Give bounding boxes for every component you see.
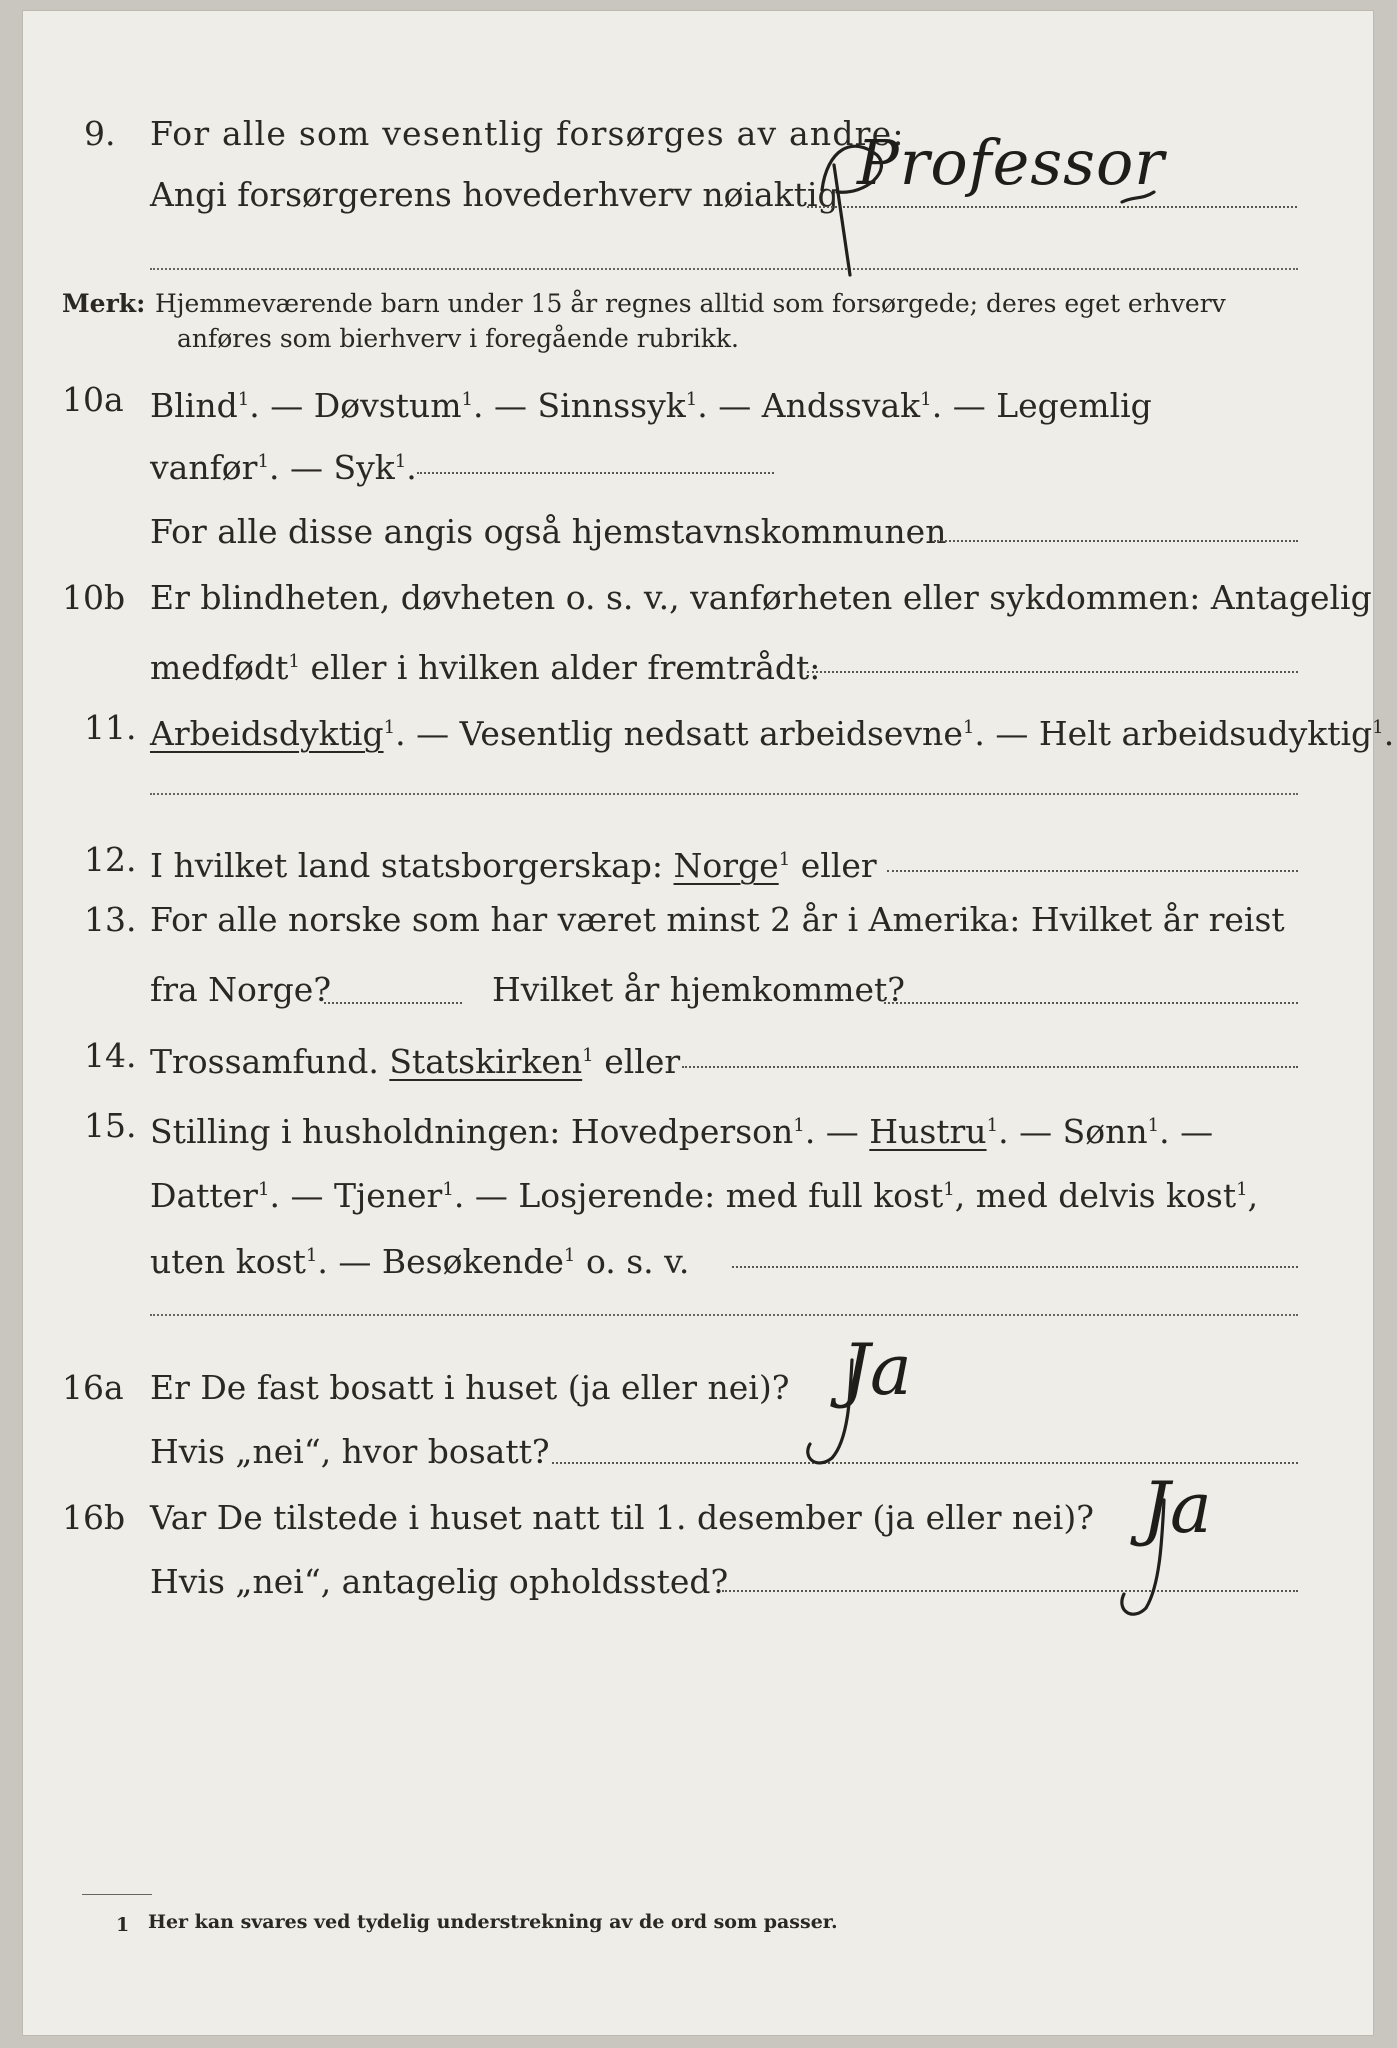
q11-separator bbox=[150, 793, 1298, 795]
q10a-sinnssyk: Sinnssyk bbox=[537, 386, 686, 425]
merk-line1: Hjemmeværende barn under 15 år regnes alltid som forsørgede; deres eget erhverv bbox=[155, 289, 1226, 318]
q13-line1: For alle norske som har været minst 2 år i Amerika: Hvilket år reist bbox=[150, 900, 1285, 939]
q12-answer-line bbox=[887, 870, 1298, 872]
q15-number: 15. bbox=[84, 1106, 137, 1145]
footnote-text: Her kan svares ved tydelig understrekning av de ord som passer. bbox=[148, 1911, 838, 1933]
q10a-line3: For alle disse angis også hjemstavnskommunen bbox=[150, 512, 947, 551]
q16b-line1: Var De tilstede i huset natt til 1. desember (ja eller nei)? bbox=[150, 1498, 1094, 1537]
q10a-andssvak: Andssvak bbox=[761, 386, 921, 425]
q13-number: 13. bbox=[84, 900, 137, 939]
q10a-blind: Blind bbox=[150, 386, 238, 425]
q9-number: 9. bbox=[84, 114, 116, 153]
q15-line1: Stilling i husholdningen: Hovedperson$^1$. — Hustru$^1$. — Sønn$^1$. — bbox=[150, 1112, 1214, 1151]
q10b-line1: Er blindheten, døvheten o. s. v., vanførheten eller sykdommen: Antagelig bbox=[150, 578, 1372, 617]
q15-answer-line bbox=[732, 1266, 1298, 1268]
q16a-number: 16a bbox=[62, 1368, 124, 1407]
q15-line2: Datter$^1$. — Tjener$^1$. — Losjerende: med full kost$^1$, med delvis kost$^1$, bbox=[150, 1176, 1259, 1215]
q16b-signature-strokes bbox=[1102, 1480, 1222, 1630]
q10b-answer-line bbox=[807, 671, 1298, 673]
q12-number: 12. bbox=[84, 840, 137, 879]
q16a-signature-strokes bbox=[792, 1340, 912, 1480]
q13-reist-line bbox=[324, 1002, 462, 1004]
q10a-vanfor: vanfør bbox=[150, 448, 258, 487]
q14-number: 14. bbox=[84, 1036, 137, 1075]
q9-handwritten-answer: Professor bbox=[857, 126, 1165, 199]
q9-line2: Angi forsørgerens hovederhverv nøiaktig bbox=[150, 175, 839, 214]
q11-line: Arbeidsdyktig$^1$. — Vesentlig nedsatt arbeidsevne$^1$. — Helt arbeidsudyktig$^1$. bbox=[150, 714, 1395, 753]
q10a-dovstum: Døvstum bbox=[313, 386, 462, 425]
q12-line: I hvilket land statsborgerskap: Norge$^1$ eller bbox=[150, 846, 877, 885]
q16b-handwritten-answer: Ja bbox=[1142, 1467, 1212, 1549]
q13-line2a: fra Norge? bbox=[150, 970, 332, 1009]
q10a-syk: Syk bbox=[333, 448, 395, 487]
q13-hjemkommet-line bbox=[884, 1002, 1298, 1004]
footnote-mark: 1 bbox=[116, 1914, 130, 1936]
q9-line1: For alle som vesentlig forsørges av andre: bbox=[150, 114, 905, 153]
q10b-number: 10b bbox=[62, 578, 126, 617]
census-form-page bbox=[22, 10, 1395, 2036]
q10a-line1: Blind$^1$. — Døvstum$^1$. — Sinnssyk$^1$. — Andssvak$^1$. — Legemlig bbox=[150, 386, 1152, 425]
q14-answer-line bbox=[682, 1066, 1298, 1068]
q10a-hjemstavn-line bbox=[934, 540, 1298, 542]
q15-separator bbox=[150, 1314, 1298, 1316]
q15-hustru: Hustru bbox=[869, 1112, 987, 1151]
q16a-line1: Er De fast bosatt i huset (ja eller nei)? bbox=[150, 1368, 790, 1407]
q13-line2b: Hvilket år hjemkommet? bbox=[492, 970, 905, 1009]
q10a-syk-line bbox=[417, 472, 774, 474]
q12-norge: Norge bbox=[673, 846, 779, 885]
q16a-handwritten-answer: Ja bbox=[842, 1329, 912, 1411]
q14-line: Trossamfund. Statskirken$^1$ eller bbox=[150, 1042, 681, 1081]
footnote-rule bbox=[82, 1894, 152, 1895]
q10b-line2: medfødt$^1$ eller i hvilken alder fremtrådt: bbox=[150, 648, 821, 687]
q16b-number: 16b bbox=[62, 1498, 126, 1537]
q10a-line2: vanfør$^1$. — Syk$^1$. bbox=[150, 448, 417, 487]
q10a-legemlig: Legemlig bbox=[996, 386, 1152, 425]
q16a-answer-line bbox=[552, 1462, 1298, 1464]
q11-arbeidsdyktig: Arbeidsdyktig bbox=[150, 714, 384, 753]
q16a-line2: Hvis „nei“, hvor bosatt? bbox=[150, 1432, 550, 1471]
q16b-line2: Hvis „nei“, antagelig opholdssted? bbox=[150, 1562, 729, 1601]
q15-line3: uten kost$^1$. — Besøkende$^1$ o. s. v. bbox=[150, 1242, 690, 1281]
merk-label: Merk: bbox=[62, 289, 146, 318]
q10a-number: 10a bbox=[62, 380, 124, 419]
merk-line2: anføres som bierhverv i foregående rubrikk. bbox=[177, 324, 739, 353]
q11-number: 11. bbox=[84, 708, 137, 747]
q14-statskirken: Statskirken bbox=[389, 1042, 583, 1081]
q9-signature-strokes bbox=[782, 110, 1202, 290]
